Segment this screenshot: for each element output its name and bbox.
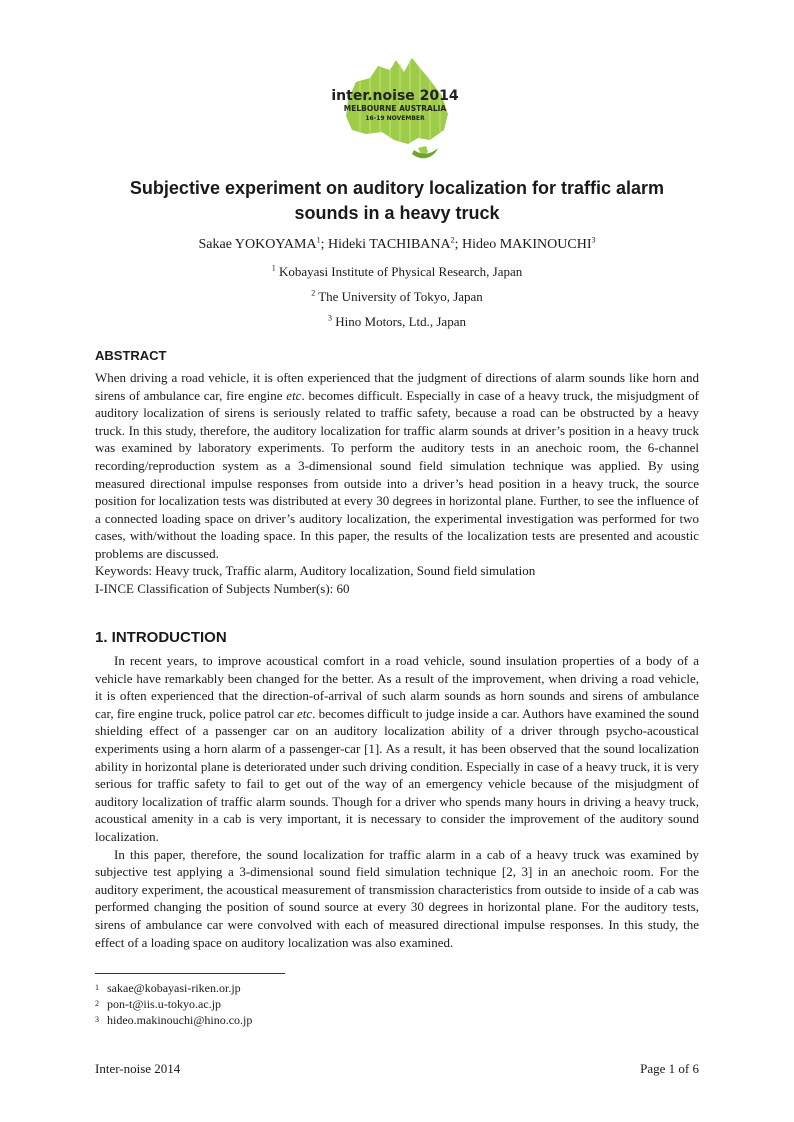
paragraph-etc: etc (297, 705, 313, 721)
keywords-block (95, 562, 699, 597)
keywords-line: Keywords: Heavy truck, Traffic alarm, Auditory localization, Sound field simulation (95, 563, 536, 578)
abstract-text-part: . becomes difficult. Especially in case of a heavy truck, the misjudgment of auditory localization of sirens is seriously related to traffic safety, because a road can be obstructed by a heavy truck. In this study, therefore, the auditory localization for traffic alarm sounds at driver’s position in a heavy truck was examined by laboratory experiments. To perform the auditory tests in an anechoic room, the 6-channel recording/reproduction system as a 3-dimensional sound field simulation technique was applied. By using measured directional impulse responses from outside into a driver’s head position in a heavy truck, the source position for localization tests was distributed at every 30 degrees in horizontal plane. Further, to see the influence of a connected loading space on driver’s auditory localization, the experimental investigation was performed for two cases, with/without the loading space. In this paper, the results of the localization tests are presented and acoustic problems are discussed. (95, 387, 699, 561)
paragraph (95, 652, 699, 846)
footnote-email: sakae@kobayasi-riken.or.jp (107, 981, 241, 995)
author-name: Sakae YOKOYAMA (198, 237, 317, 252)
author-affil-mark: 1 (316, 235, 321, 245)
author-separator: ; (454, 237, 463, 252)
abstract-heading: ABSTRACT (95, 348, 167, 363)
classification-line: I-INCE Classification of Subjects Number(s): 60 (95, 580, 350, 596)
author-affil-mark: 3 (591, 235, 596, 245)
affiliation-mark: 1 (271, 263, 276, 273)
abstract-body (95, 369, 699, 563)
affiliation-mark: 2 (311, 288, 316, 298)
author-name: Hideki TACHIBANA (327, 237, 451, 252)
affiliation (95, 264, 699, 280)
affiliation-text: Kobayasi Institute of Physical Research, Japan (278, 264, 523, 279)
footnote (95, 980, 252, 996)
footnote-email: pon-t@iis.u-tokyo.ac.jp (107, 997, 222, 1011)
affiliation-mark: 3 (328, 313, 333, 323)
affiliation-text: The University of Tokyo, Japan (318, 289, 483, 304)
footnote-number: 2 (95, 999, 99, 1008)
paragraph-text: In recent years, to improve acoustical comfort in a road vehicle, sound insulation properties of a body of a vehicle have remarkably been changed for the better. As a result of the improvement, when driving a road vehicle, it is often experienced that the direction-of-arrival of such alarm sounds as horn sounds and sirens of ambulance car, fire engine truck, police patrol car (95, 653, 699, 721)
footnote (95, 1012, 252, 1028)
introduction-heading: 1. INTRODUCTION (95, 629, 227, 646)
author-name: Hideo MAKINOUCHI (462, 237, 592, 252)
footnote-email: hideo.makinouchi@hino.co.jp (107, 1013, 253, 1027)
abstract-etc: etc (286, 387, 302, 403)
footnote (95, 996, 252, 1012)
footnotes (95, 980, 252, 1028)
author-affil-mark: 2 (450, 235, 455, 245)
logo-name: inter.noise 2014 (331, 88, 459, 104)
paragraph-text: . becomes difficult to judge inside a car. Authors have examined the sound shielding effect of a passenger car on an auditory localization ability of a driver through psycho-acoustical experiments using a horn alarm of a passenger-car [1]. As a result, it has been observed that the sound localization ability in horizontal plane is deteriorated under such driving condition. Especially in case of a heavy truck, it is very serious for traffic safety to fail to get out of the way of an emergency vehicle because of the misjudgment of auditory localization of traffic alarm sounds. Though for a driver who spends many hours in driving a heavy truck, acoustical amenity in a cab is very important, it is necessary to consider the improvement of the auditory sound localization. (95, 705, 699, 844)
footnote-divider (95, 973, 285, 974)
author-separator: ; (320, 237, 328, 252)
conference-logo (330, 52, 460, 162)
abstract-text-part: When driving a road vehicle, it is often experienced that the judgment of directions of alarm sounds like horn and sirens of ambulance car, fire engine (95, 370, 699, 403)
paper-title (95, 176, 699, 226)
logo-dates: 16-19 NOVEMBER (365, 115, 425, 122)
affiliation (95, 314, 699, 330)
title-line-1: Subjective experiment on auditory localization for traffic alarm (129, 178, 665, 198)
introduction-body (95, 652, 699, 951)
logo-location: MELBOURNE AUSTRALIA (343, 104, 447, 113)
footnote-number: 1 (95, 983, 99, 992)
footnote-number: 3 (95, 1015, 99, 1024)
australia-map-icon (330, 52, 460, 162)
footer-page-number: Page 1 of 6 (640, 1061, 699, 1076)
author-list (95, 236, 699, 254)
footer-conference: Inter-noise 2014 (95, 1061, 181, 1076)
title-line-2: sounds in a heavy truck (294, 203, 500, 223)
paragraph: In this paper, therefore, the sound localization for traffic alarm in a cab of a heavy truck was examined by subjective test applying a 3-dimensional sound field simulation technique [2, 3] in an anechoic room. For the auditory experiment, the acoustical measurement of transmission characteristics from outside to inside of a cab was performed changing the position of sound source at every 30 degrees in horizontal plane. For the auditory tests, sirens of ambulance car were convolved with each of measured directional impulse responses. In this study, the effect of a loading space on auditory localization was also examined. (95, 846, 699, 950)
affiliation-text: Hino Motors, Ltd., Japan (335, 314, 466, 329)
affiliation (95, 289, 699, 305)
